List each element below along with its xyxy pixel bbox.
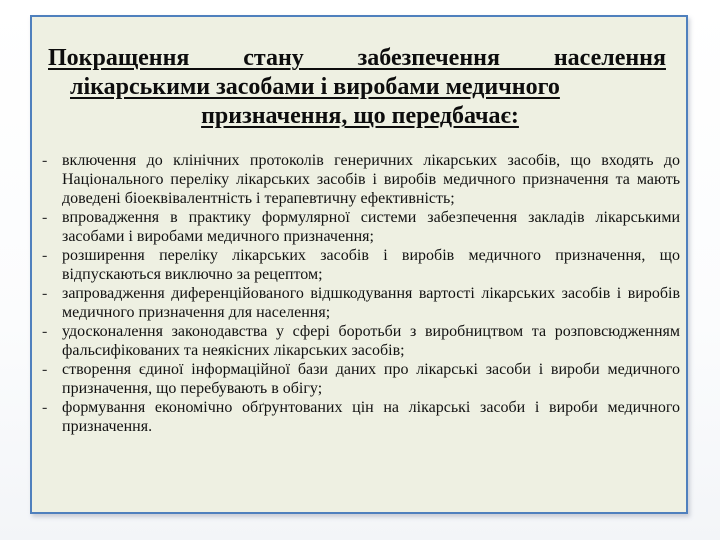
bullet-dash: - — [42, 399, 48, 416]
list-item-text: створення єдиної інформаційної бази даних про лікарські засоби і вироби медичного призначення, що перебувають в обігу; — [62, 361, 680, 397]
bullet-dash: - — [42, 285, 48, 302]
bullet-dash: - — [42, 247, 48, 264]
title-line-2: лікарськими засобами і виробами медичного — [70, 74, 560, 100]
list-item-text: формування економічно обґрунтованих цін на лікарські засоби і вироби медичного призначення. — [62, 399, 680, 435]
bullet-dash: - — [42, 209, 48, 226]
list-item — [40, 284, 680, 322]
list-item-text: удосконалення законодавства у сфері боротьби з виробництвом та розповсюдженням фальсифікованих та неякісних лікарських засобів; — [62, 323, 680, 359]
list-item — [40, 398, 680, 436]
measures-list — [40, 151, 680, 436]
title-line-1: Покращення стану забезпечення населення — [48, 45, 666, 71]
title-line-3: призначення, що передбачає: — [201, 103, 519, 129]
list-item-text: включення до клінічних протоколів генеричних лікарських засобів, що входять до Національного переліку лікарських засобів і виробів медичного призначення та мають доведені біоеквівалентність і терапевтичну ефективність; — [62, 152, 680, 207]
list-item-text: розширення переліку лікарських засобів і виробів медичного призначення, що відпускаються виключно за рецептом; — [62, 247, 680, 283]
slide-title — [40, 44, 680, 131]
list-item — [40, 246, 680, 284]
list-item — [40, 208, 680, 246]
bullet-dash: - — [42, 152, 48, 169]
list-item-text: впровадження в практику формулярної системи забезпечення закладів лікарськими засобами і виробами медичного призначення; — [62, 209, 680, 245]
list-item-text: запровадження диференційованого відшкодування вартості лікарських засобів і виробів медичного призначення для населення; — [62, 285, 680, 321]
bullet-dash: - — [42, 361, 48, 378]
bullet-dash: - — [42, 323, 48, 340]
list-item — [40, 151, 680, 208]
list-item — [40, 322, 680, 360]
list-item — [40, 360, 680, 398]
